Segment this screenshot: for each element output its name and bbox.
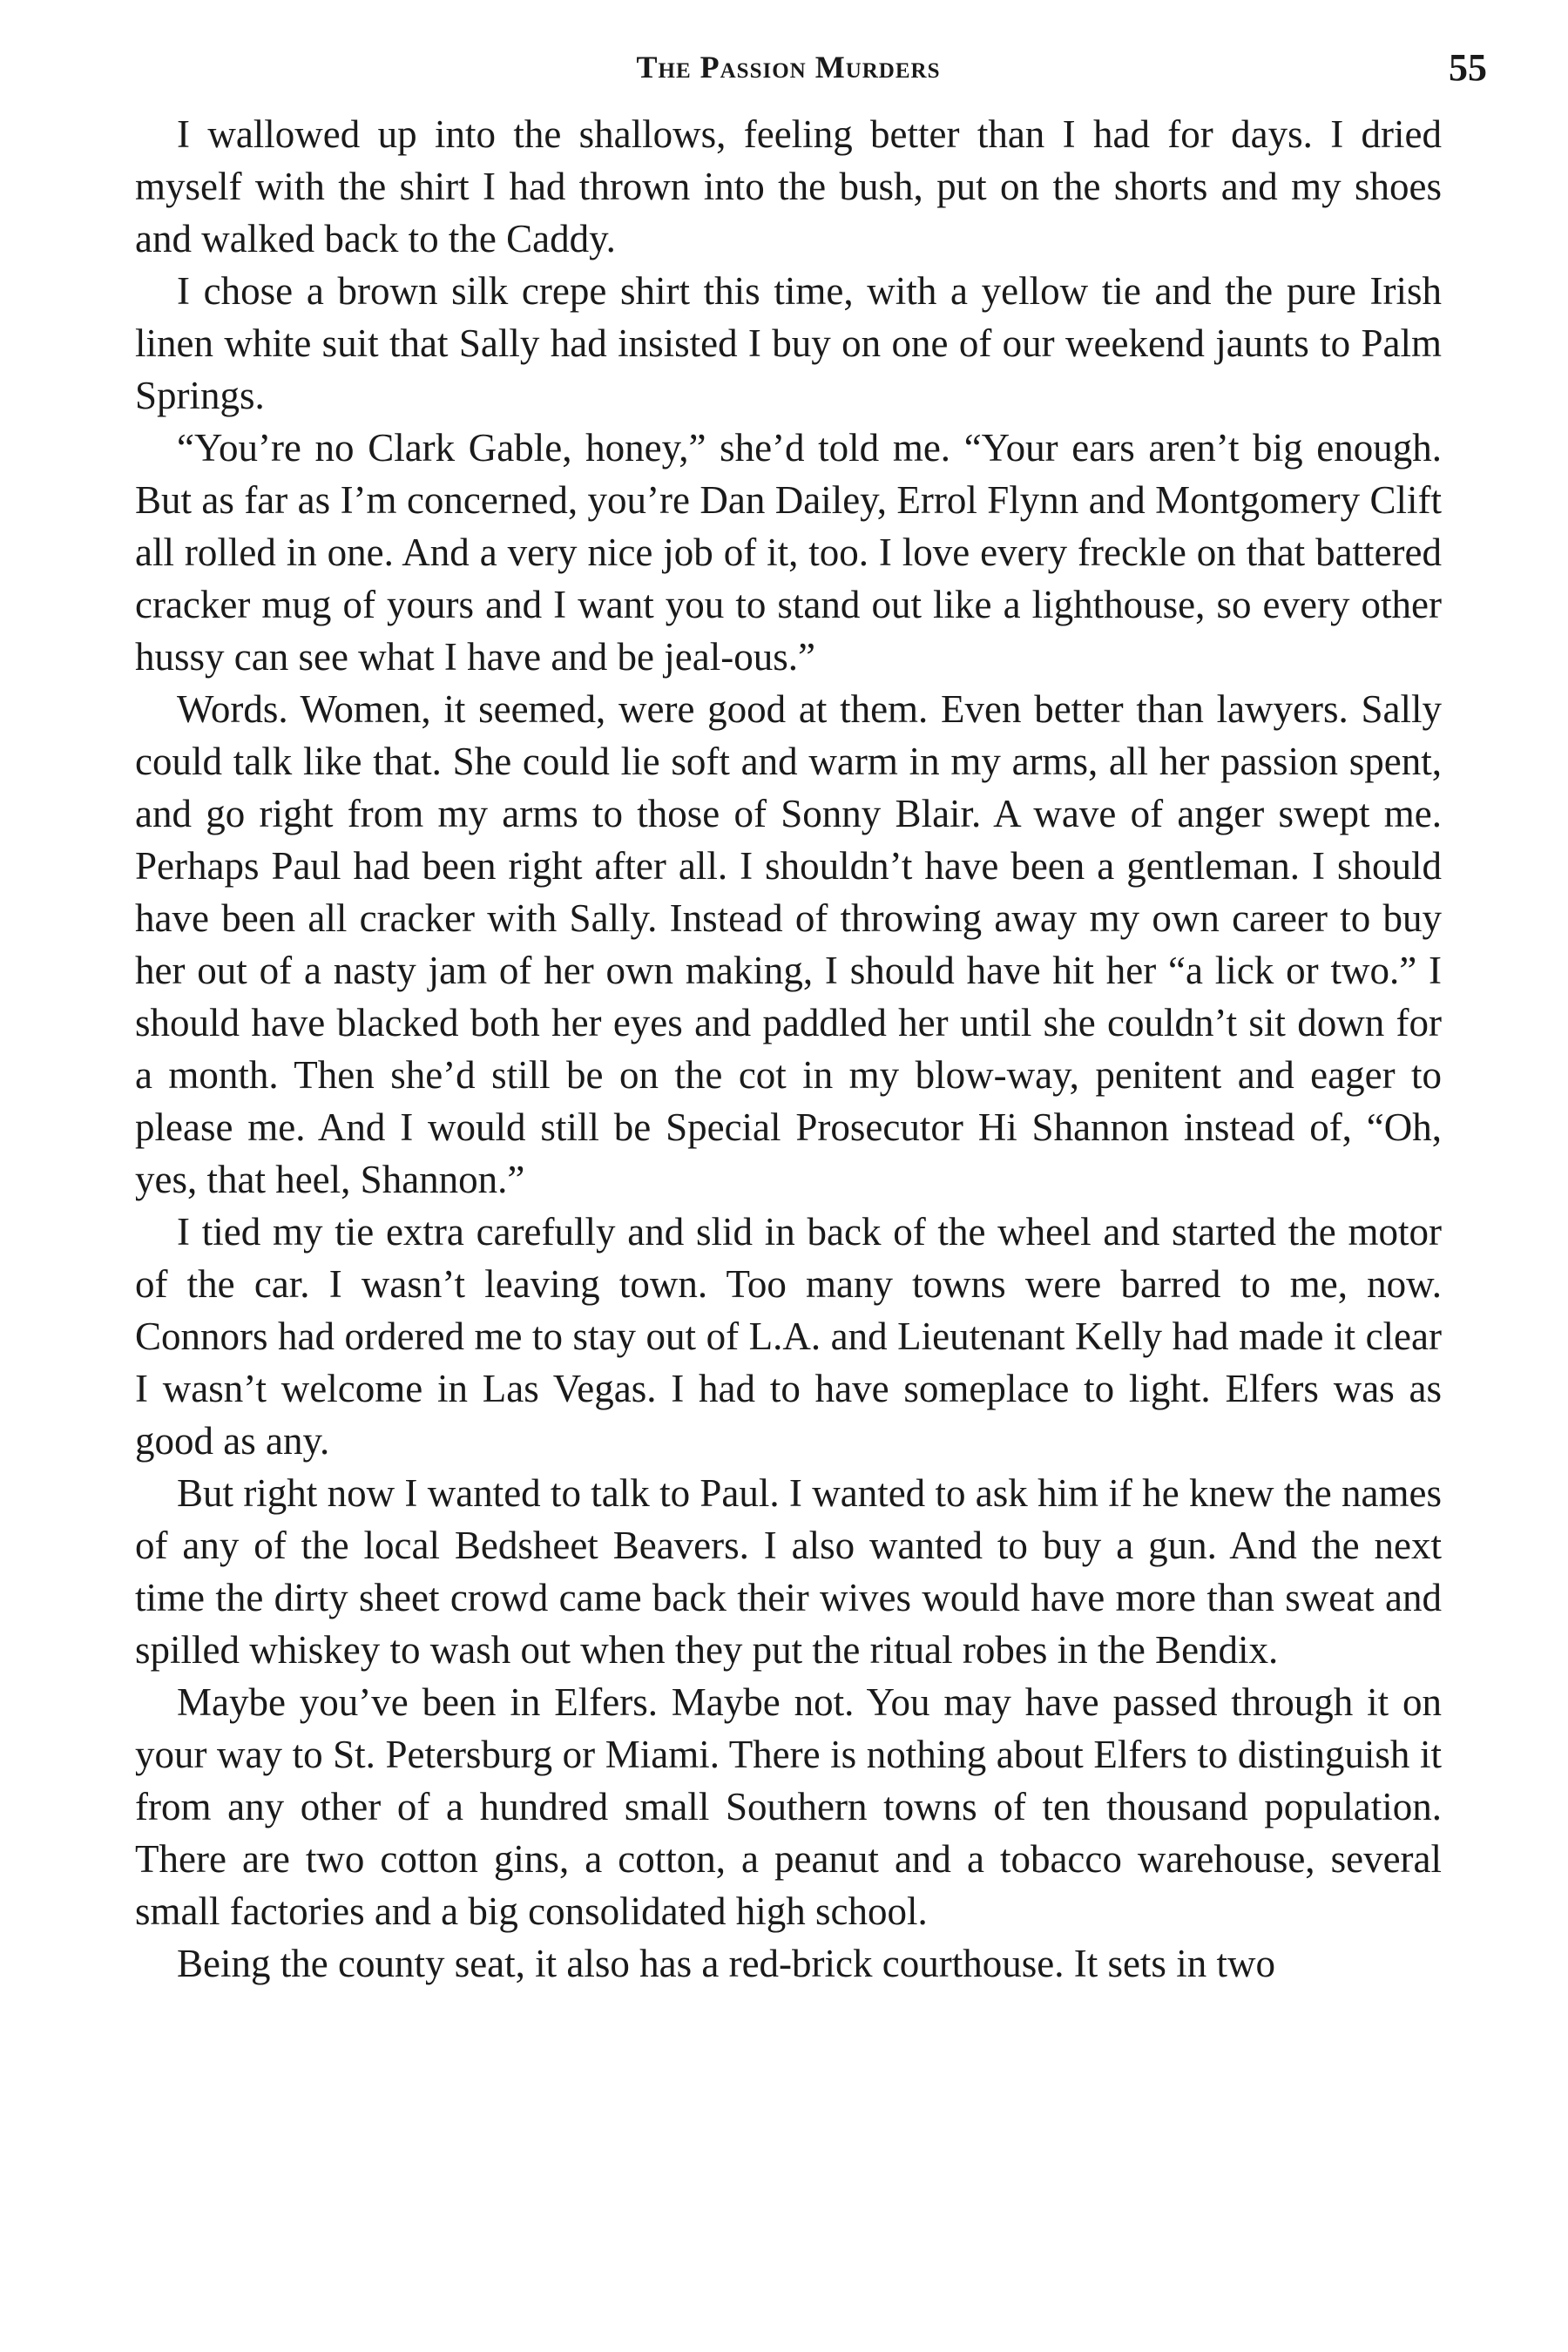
body-text — [135, 108, 1442, 1990]
page-header — [135, 44, 1487, 96]
book-page — [135, 44, 1487, 1990]
paragraph: I chose a brown silk crepe shirt this time, with a yellow tie and the pure Irish linen white suit that Sally had insisted I buy on one of our weekend jaunts to Palm Springs. — [135, 269, 1442, 417]
paragraph: “You’re no Clark Gable, honey,” she’d told me. “Your ears aren’t big enough. But as far as I’m concerned, you’re Dan Dailey, Errol Flynn and Montgomery Clift all rolled in one. And a very nice job of it, too. I love every freckle on that battered cracker mug of yours and I want you to stand out like a lighthouse, so every other hussy can see what I have and be jeal-ous.” — [135, 426, 1442, 679]
page-number: 55 — [1449, 46, 1487, 89]
paragraph: I wallowed up into the shallows, feeling better than I had for days. I dried myself with the shirt I had thrown into the bush, put on the shorts and my shoes and walked back to the Caddy. — [135, 112, 1442, 260]
running-title: The Passion Murders — [636, 50, 941, 84]
paragraph: I tied my tie extra carefully and slid in back of the wheel and started the motor of the car. I wasn’t leaving town. Too many towns were barred to me, now. Connors had ordered me to stay out of L.A. and Lieutenant Kelly had made it clear I wasn’t welcome in Las Vegas. I had to have someplace to light. Elfers was as good as any. — [135, 1210, 1442, 1463]
paragraph: Being the county seat, it also has a red-brick courthouse. It sets in two — [177, 1942, 1275, 1985]
paragraph: Maybe you’ve been in Elfers. Maybe not. You may have passed through it on your way to St. Petersburg or Miami. There is nothing about Elfers to distinguish it from any other of a hundred small Southern towns of ten thousand population. There are two cotton gins, a cotton, a peanut and a tobacco warehouse, several small factories and a big consolidated high school. — [135, 1680, 1442, 1933]
paragraph: But right now I wanted to talk to Paul. I wanted to ask him if he knew the names of any of the local Bedsheet Beavers. I also wanted to buy a gun. And the next time the dirty sheet crowd came back their wives would have more than sweat and spilled whiskey to wash out when they put the ritual robes in the Bendix. — [135, 1471, 1442, 1672]
paragraph: Words. Women, it seemed, were good at them. Even better than lawyers. Sally could talk like that. She could lie soft and warm in my arms, all her passion spent, and go right from my arms to those of Sonny Blair. A wave of anger swept me. Perhaps Paul had been right after all. I shouldn’t have been a gentleman. I should have been all cracker with Sally. Instead of throwing away my own career to buy her out of a nasty jam of her own making, I should have hit her “a lick or two.” I should have blacked both her eyes and paddled her until she couldn’t sit down for a month. Then she’d still be on the cot in my blow-way, penitent and eager to please me. And I would still be Special Prosecutor Hi Shannon instead of, “Oh, yes, that heel, Shannon.” — [135, 687, 1442, 1201]
